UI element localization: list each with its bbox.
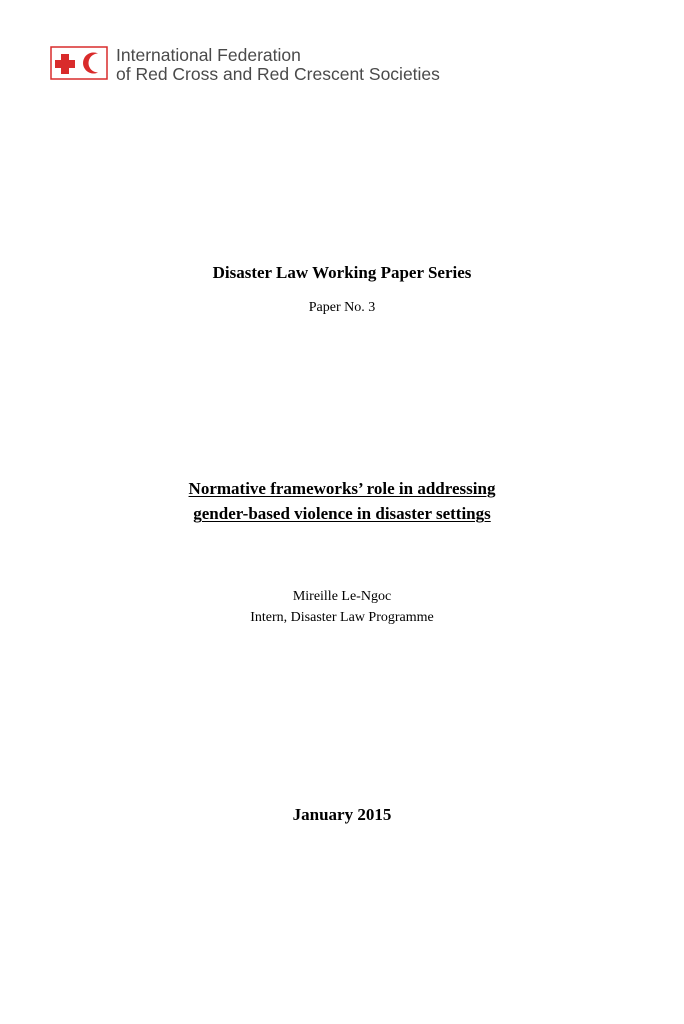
org-name-line-1: International Federation <box>116 45 301 65</box>
publication-date: January 2015 <box>292 805 392 824</box>
paper-title-line-2: gender-based violence in disaster settings <box>193 504 491 523</box>
paper-title <box>0 476 684 526</box>
author-block <box>0 586 684 628</box>
organization-name <box>116 46 440 84</box>
org-name-line-2: of Red Cross and Red Crescent Societies <box>116 64 440 84</box>
paper-title-line-1: Normative frameworks’ role in addressing <box>188 479 496 498</box>
red-cross-red-crescent-icon <box>50 46 108 80</box>
paper-number: Paper No. 3 <box>308 300 376 315</box>
series-title: Disaster Law Working Paper Series <box>212 263 472 282</box>
ifrc-logo <box>50 46 440 84</box>
author-name: Mireille Le-Ngoc <box>292 589 392 604</box>
author-role: Intern, Disaster Law Programme <box>250 610 434 625</box>
